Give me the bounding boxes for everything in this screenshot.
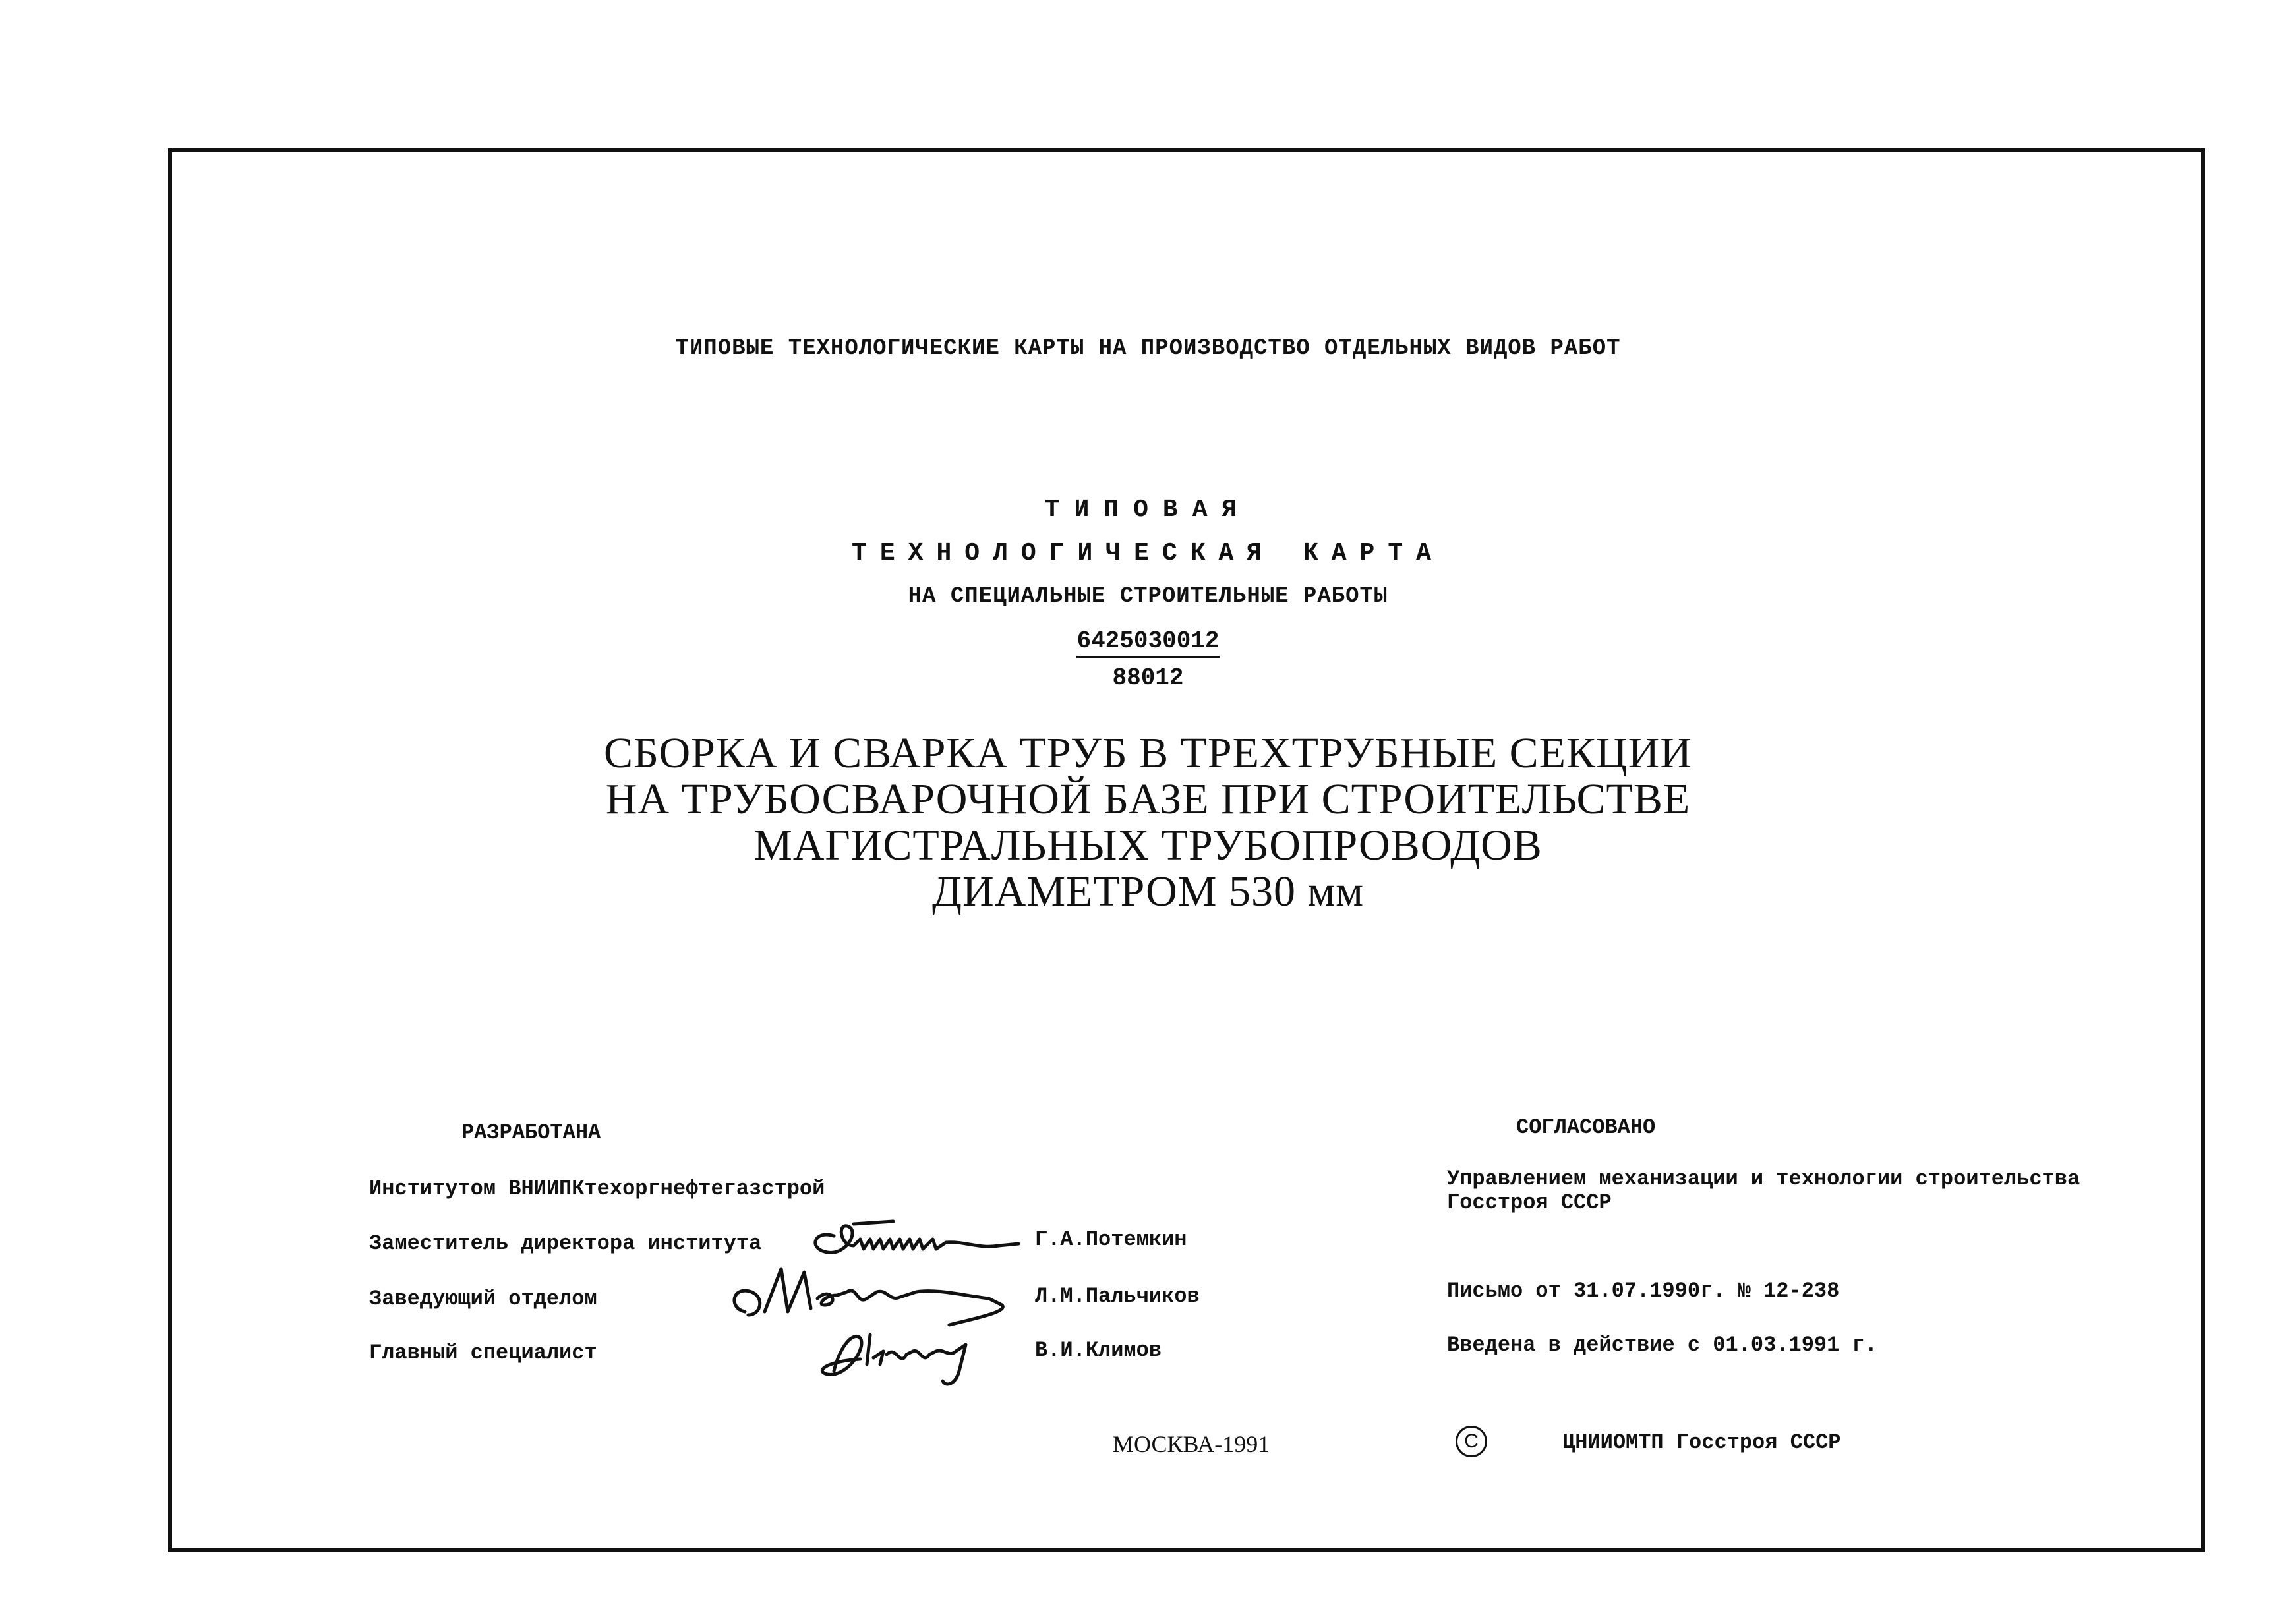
card-code-main-text: 6425030012 [1076,627,1219,658]
card-code-sub: 88012 [1112,664,1184,691]
department-head-name: Л.М.Пальчиков [1035,1284,1200,1308]
card-type: ТИПОВАЯ [1044,496,1252,524]
effective-date: Введена в действие с 01.03.1991 г. [1447,1333,1877,1357]
agreed-organization-line-2: Госстроя СССР [1447,1190,1612,1215]
chief-specialist-name: В.И.Климов [1035,1338,1162,1362]
agreed-heading: СОГЛАСОВАНО [1516,1115,1656,1140]
publisher: ЦНИИОМТП Госстроя СССР [1562,1430,1841,1455]
series-title: ТИПОВЫЕ ТЕХНОЛОГИЧЕСКИЕ КАРТЫ НА ПРОИЗВОДСТВО ОТДЕЛЬНЫХ ВИДОВ РАБОТ [675,336,1621,361]
deputy-director-name: Г.А.Потемкин [1035,1227,1187,1252]
card-subtype: ТЕХНОЛОГИЧЕСКАЯ КАРТА [852,539,1444,568]
card-category: НА СПЕЦИАЛЬНЫЕ СТРОИТЕЛЬНЫЕ РАБОТЫ [908,584,1388,609]
document-title-line-4: ДИАМЕТРОМ 530 мм [931,867,1365,916]
copyright-icon: C [1456,1426,1487,1457]
developed-organization: Институтом ВНИИПКтехоргнефтегазстрой [369,1177,825,1201]
developed-heading: РАЗРАБОТАНА [461,1121,601,1145]
place-year: МОСКВА-1991 [1113,1431,1270,1457]
signature-potemkin [808,1216,1032,1262]
chief-specialist-role: Главный специалист [369,1341,597,1365]
deputy-director-role: Заместитель директора института [369,1231,762,1256]
department-head-role: Заведующий отделом [369,1287,597,1311]
card-code-main [0,627,2296,655]
document-title-line-3: МАГИСТРАЛЬНЫХ ТРУБОПРОВОДОВ [753,821,1543,869]
document-title-line-2: НА ТРУБОСВАРОЧНОЙ БАЗЕ ПРИ СТРОИТЕЛЬСТВЕ [605,775,1691,823]
agreement-letter: Письмо от 31.07.1990г. № 12-238 [1447,1279,1840,1303]
document-title-line-1: СБОРКА И СВАРКА ТРУБ В ТРЕХТРУБНЫЕ СЕКЦИИ [603,729,1693,777]
agreed-organization-line-1: Управлением механизации и технологии строительства [1447,1167,2080,1191]
signature-klimov [801,1318,1012,1394]
